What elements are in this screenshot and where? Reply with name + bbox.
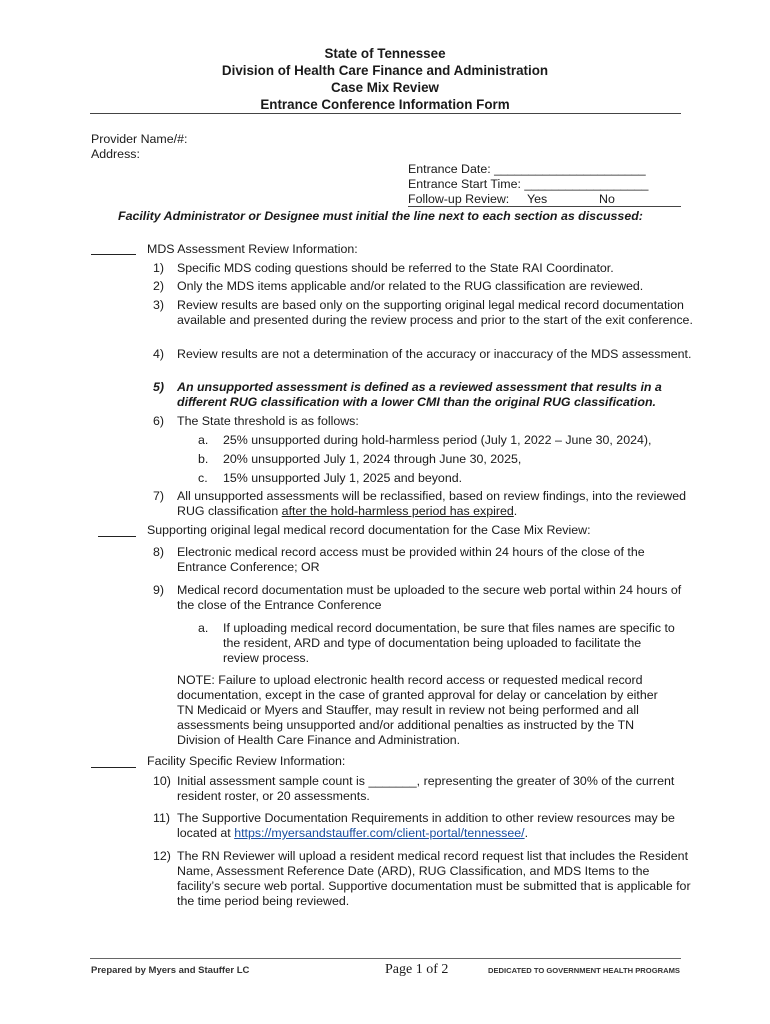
footer-tagline: DEDICATED TO GOVERNMENT HEALTH PROGRAMS <box>488 966 680 975</box>
list-item: 8) Electronic medical record access must be provided within 24 hours of the close of the Entrance Conference; OR <box>153 545 645 574</box>
docs-section-title: Supporting original legal medical record documentation for the Case Mix Review: <box>147 523 591 537</box>
header-review: Case Mix Review <box>331 80 439 95</box>
list-item: 9) Medical record documentation must be uploaded to the secure web portal within 24 hours of the close of the Entrance Conference <box>153 583 682 612</box>
followup-yes-option[interactable]: Yes <box>527 192 548 206</box>
instruction-text: Facility Administrator or Designee must initial the line next to each section as discussed: <box>118 209 643 223</box>
list-item: 3) Review results are based only on the supporting original legal medical record documentation available and presented during the review process and prior to the start of the exit conference. <box>153 298 693 327</box>
docs-initial-line[interactable] <box>98 536 136 537</box>
threshold-item: b. 20% unsupported July 1, 2024 through June 30, 2025, <box>198 452 522 466</box>
entrance-start-time-field[interactable]: Entrance Start Time: __________________ <box>408 177 649 191</box>
form-header <box>0 45 770 113</box>
list-item: 4) Review results are not a determination of the accuracy or inaccuracy of the MDS assessment. <box>153 347 692 361</box>
threshold-item: a. 25% unsupported during hold-harmless period (July 1, 2022 – June 30, 2024), <box>198 433 652 447</box>
hold-harmless-phrase: after the hold-harmless period has expired <box>281 504 514 518</box>
page-number: Page 1 of 2 <box>385 962 449 977</box>
list-item: 10) Initial assessment sample count is _______, representing the greater of 30% of the current resident roster, or 20 assessments. <box>153 774 675 803</box>
client-portal-link[interactable]: https://myersandstauffer.com/client-portal/tennessee/ <box>234 826 525 840</box>
footer-prepared-by: Prepared by Myers and Stauffer LC <box>91 965 250 976</box>
list-item: 6) The State threshold is as follows: <box>153 414 359 428</box>
failure-note: NOTE: Failure to upload electronic health record access or requested medical record documentation, except in the case of granted approval for delay or cancelation by either TN Medicaid or Myers and Stauffer, may result in review not being performed and all assessments being unsupported and/or additional penalties as instructed by the TN Division of Health Care Finance and Administration. <box>177 673 658 747</box>
mds-section-title: MDS Assessment Review Information: <box>147 242 358 256</box>
list-item: 1) Specific MDS coding questions should be referred to the State RAI Coordinator. <box>153 261 614 275</box>
facility-section-title: Facility Specific Review Information: <box>147 754 346 768</box>
facility-initial-line[interactable] <box>91 767 136 768</box>
footer-divider <box>90 958 681 959</box>
provider-name-label: Provider Name/#: <box>91 132 188 146</box>
list-item: 12) The RN Reviewer will upload a resident medical record request list that includes the Resident Name, Assessment Reference Date (ARD), RUG Classification, and MDS Items to the facility’s secure web portal. Supportive documentation must be submitted that is applicable for the time period being reviewed. <box>153 849 691 908</box>
unsupported-definition-item: 5) An unsupported assessment is defined as a reviewed assessment that results in a different RUG classification with a lower CMI than the original RUG classification. <box>153 380 662 409</box>
address-label: Address: <box>91 147 140 161</box>
header-form-title: Entrance Conference Information Form <box>260 97 510 112</box>
upload-subitem: a. If uploading medical record documentation, be sure that files names are specific to the resident, ARD and type of documentation being uploaded to facilitate the review process. <box>198 621 675 665</box>
list-item: 7) All unsupported assessments will be reclassified, based on review findings, into the reviewed RUG classification after the hold-harmless period has expired. <box>153 489 686 518</box>
header-divider <box>90 113 681 114</box>
list-item: 11) The Supportive Documentation Requirements in addition to other review resources may be located at https://myersandstauffer.com/client-portal/tennessee/. <box>153 811 675 840</box>
threshold-item: c. 15% unsupported July 1, 2025 and beyond. <box>198 471 463 485</box>
entrance-date-field[interactable]: Entrance Date: ______________________ <box>408 162 646 176</box>
conference-divider <box>408 206 681 207</box>
mds-initial-line[interactable] <box>91 254 136 255</box>
followup-review-label: Follow-up Review: <box>408 192 510 206</box>
followup-no-option[interactable]: No <box>599 192 615 206</box>
header-state: State of Tennessee <box>324 46 446 61</box>
header-division: Division of Health Care Finance and Administration <box>221 63 549 78</box>
list-item: 2) Only the MDS items applicable and/or related to the RUG classification are reviewed. <box>153 279 644 293</box>
